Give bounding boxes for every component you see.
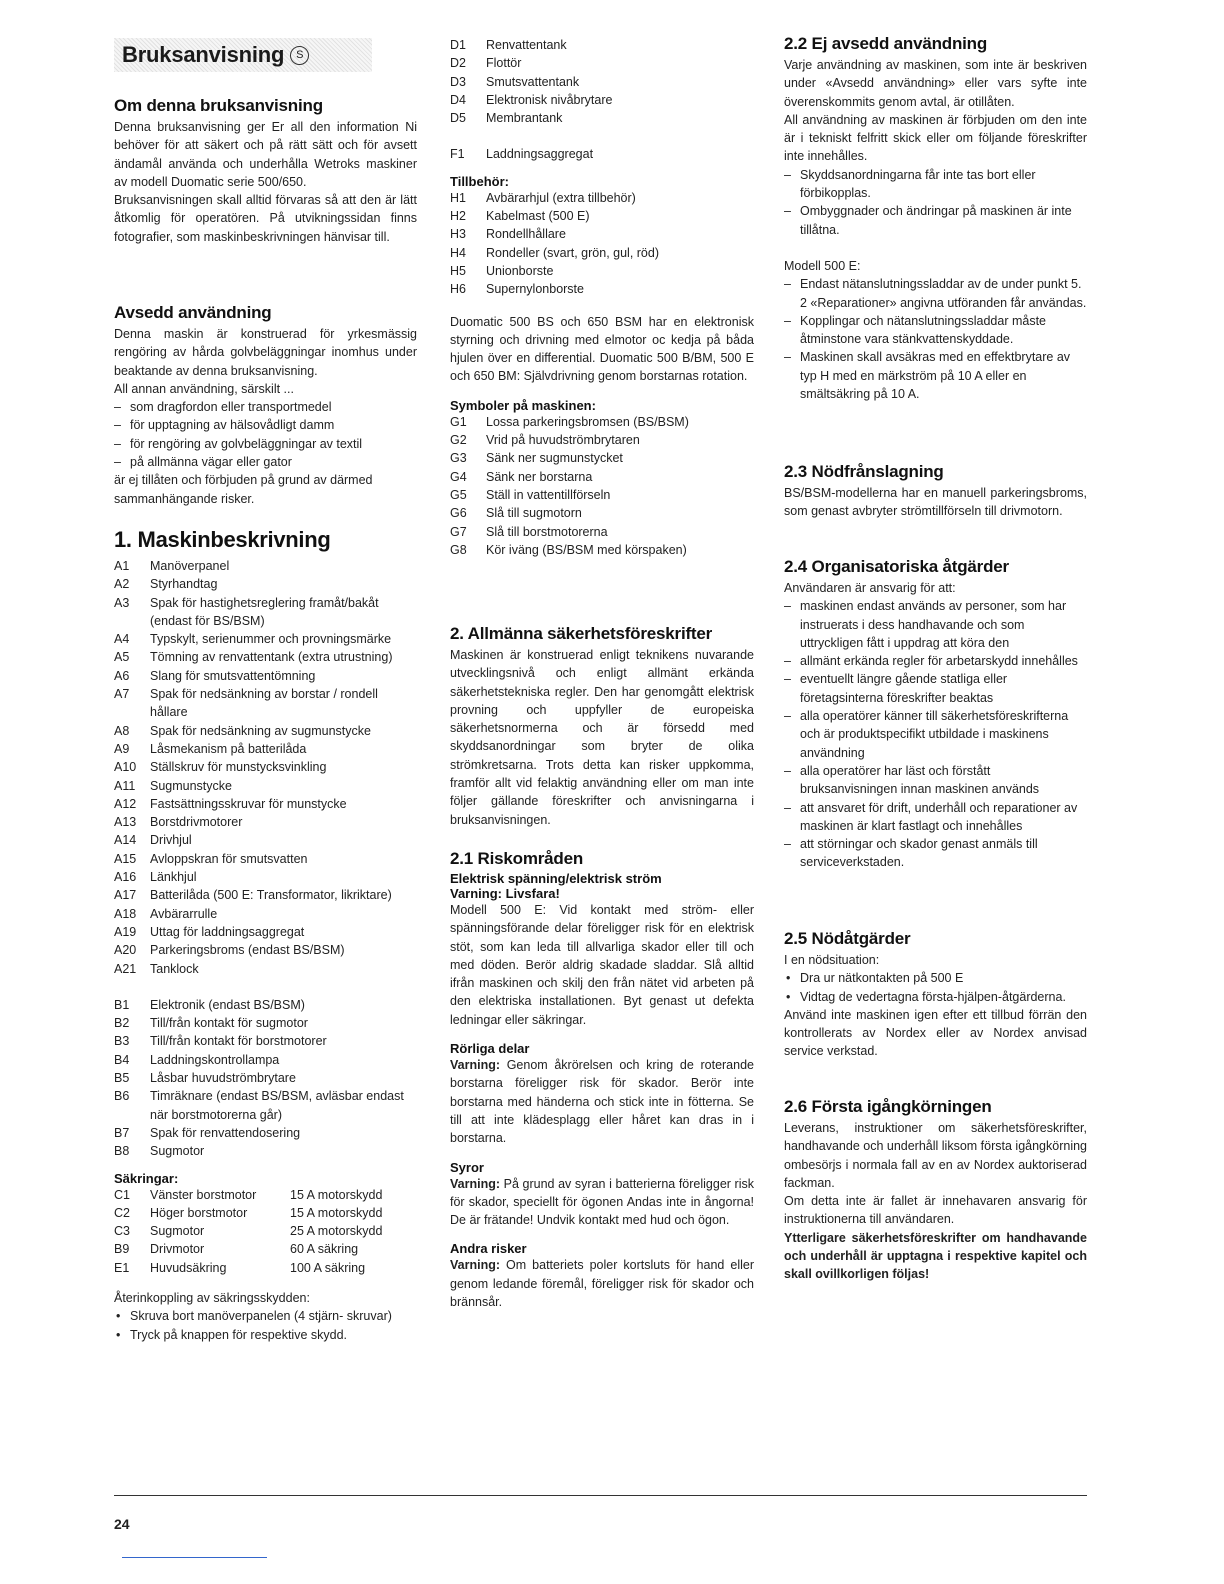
list-row <box>450 36 754 54</box>
parts-list-d <box>450 36 754 127</box>
item-code: A4 <box>114 632 130 647</box>
forsta-p1: Leverans, instruktioner om säkerhetsföreskrifter, handhavande och underhåll liksom första igångkörning ombesörjs i normala fall av en av Nordex auktoriserad fackman. <box>784 1121 1087 1190</box>
item-code: C2 <box>114 1205 130 1220</box>
item-code: E1 <box>114 1260 130 1275</box>
item-label: Spak för renvattendosering <box>150 1125 301 1140</box>
list-row <box>114 594 417 631</box>
item-label: Timräknare (endast BS/BSM, avläsbar endast när borstmotorerna går) <box>150 1089 404 1122</box>
list-row <box>114 1051 417 1069</box>
item-code: G6 <box>450 506 467 521</box>
item-code: B9 <box>114 1242 130 1257</box>
item-code: F1 <box>450 147 465 162</box>
list-item: – för rengöring av golvbeläggningar av textil <box>114 435 417 453</box>
item-label: Sänk ner sugmunstycket <box>486 451 623 466</box>
list-item: • Skruva bort manöverpanelen (4 stjärn- skruvar) <box>114 1307 417 1325</box>
item-code: D3 <box>450 74 466 89</box>
item-label: Kabelmast (500 E) <box>486 209 590 224</box>
forsta-heading: 2.6 Första igångkörningen <box>784 1097 992 1116</box>
item-label: Till/från kontakt för borstmotorer <box>150 1034 327 1049</box>
varning-label: Varning: <box>450 1258 501 1273</box>
item-label: Supernylonborste <box>486 282 584 297</box>
item-label: Tanklock <box>150 961 199 976</box>
list-row <box>114 831 417 849</box>
item-code: B1 <box>114 997 130 1012</box>
syror-body: På grund av syran i batterierna föreligger risk för skador, speciellt för ögonen Andas inte in ångorna! De är frätande! Undvik kontakt med hud och ögon. <box>450 1176 754 1228</box>
duomatic-text: Duomatic 500 BS och 650 BSM har en elektronisk styrning och drivning med elmotor oc kedja på båda hjulen över en differential. Duomatic 500 B/BM, 500 E och 650 BM: Självdrivning genom borstarnas rotation. <box>450 314 754 384</box>
item-label: Vänster borstmotor <box>150 1187 257 1202</box>
syror-heading: Syror <box>450 1159 484 1175</box>
risk-heading: 2.1 Riskområden <box>450 849 584 868</box>
item-label: Låsmekanism på batterilåda <box>150 741 307 756</box>
item-code: B7 <box>114 1125 130 1140</box>
item-code: H4 <box>450 245 466 260</box>
modell-list <box>784 275 1087 403</box>
item-label: Länkhjul <box>150 870 197 885</box>
section-om <box>114 96 417 246</box>
item-label: Parkeringsbroms (endast BS/BSM) <box>150 943 345 958</box>
item-code: G7 <box>450 524 467 539</box>
item-code: A16 <box>114 870 137 885</box>
list-row <box>450 413 754 431</box>
item-label: Låsbar huvudströmbrytare <box>150 1071 296 1086</box>
list-row <box>114 722 417 740</box>
page-title: Bruksanvisning <box>122 42 285 67</box>
aterkoppling-text: Återinkoppling av säkringsskydden: <box>114 1290 310 1305</box>
item-code: A19 <box>114 924 137 939</box>
list-row <box>114 1124 417 1142</box>
syror-text <box>450 1175 754 1230</box>
item-code: B4 <box>114 1052 130 1067</box>
item-code: A7 <box>114 687 130 702</box>
item-label: Spak för nedsänkning av sugmunstycke <box>150 723 371 738</box>
list-row <box>450 468 754 486</box>
rorliga-body: Genom åkrörelsen och kring de roterande borstarna föreligger risk för skador. Berör inte borstarna med händerna och stick inte in fötterna. Se till att inte klädesplagg eller håret kan dras in i borstarna. <box>450 1058 754 1146</box>
list-row <box>114 1142 417 1160</box>
avsedd-list <box>114 398 417 471</box>
varning-label: Varning: <box>450 1176 501 1191</box>
item-label: Typskylt, serienummer och provningsmärke <box>150 632 392 647</box>
list-item: – att störningar och skador genast anmäls till serviceverkstaden. <box>784 835 1087 872</box>
item-code: A2 <box>114 577 130 592</box>
om-heading: Om denna bruksanvisning <box>114 96 323 115</box>
list-row <box>114 813 417 831</box>
item-code: H6 <box>450 282 466 297</box>
accessory-list <box>450 189 754 299</box>
nodat-text: I en nödsituation: <box>784 953 880 967</box>
item-label: Ställ in vattentillförseln <box>486 487 611 502</box>
item-label: Slå till sugmotorn <box>486 506 582 521</box>
list-item: – Endast nätanslutningssladdar av de under punkt 5. 2 «Reparationer» angivna utföranden får användas. <box>784 275 1087 312</box>
item-label: Elektronik (endast BS/BSM) <box>150 997 305 1012</box>
item-code: A13 <box>114 815 137 830</box>
tillbehor-heading: Tillbehör: <box>450 173 509 189</box>
item-code: A11 <box>114 778 136 793</box>
item-label: Sugmunstycke <box>150 778 232 793</box>
list-row <box>114 1032 417 1050</box>
item-label: Styrhandtag <box>150 577 218 592</box>
nodat-p2: Använd inte maskinen igen efter ett tillbud förrän den kontrollerats av Nordex eller av Nordex anvisad service verkstad. <box>784 1007 1087 1059</box>
item-code: C1 <box>114 1187 130 1202</box>
item-code: D5 <box>450 111 466 126</box>
list-row <box>114 923 417 941</box>
item-label: Avbärarhjul (extra tillbehör) <box>486 190 636 205</box>
item-label: Avbärarrulle <box>150 906 218 921</box>
item-rating: 25 A motorskydd <box>290 1224 383 1239</box>
list-row <box>114 850 417 868</box>
list-row <box>114 960 417 978</box>
list-row <box>114 868 417 886</box>
item-label: Avloppskran för smutsvatten <box>150 851 308 866</box>
list-item: – Kopplingar och nätanslutningssladdar måste åtminstone vara stänkvattenskyddade. <box>784 312 1087 349</box>
org-list <box>784 597 1087 871</box>
allmanna-heading: 2. Allmänna säkerhetsföreskrifter <box>450 624 713 643</box>
section-d-parts <box>450 36 754 559</box>
list-item: • Dra ur nätkontakten på 500 E <box>784 969 1087 987</box>
footer-link-underline <box>122 1557 267 1558</box>
item-label: Spak för nedsänkning av borstar / rondell hållare <box>150 687 378 720</box>
item-code: D1 <box>450 38 466 52</box>
list-row <box>114 1259 417 1277</box>
list-row <box>114 886 417 904</box>
item-label: Laddningskontrollampa <box>150 1052 280 1067</box>
list-row <box>114 1204 417 1222</box>
page-number: 24 <box>114 1516 130 1532</box>
section-organisatoriska <box>784 557 1087 872</box>
list-row <box>450 189 754 207</box>
list-item: – Skyddsanordningarna får inte tas bort eller förbikopplas. <box>784 166 1087 203</box>
section-maskinbeskrivning <box>114 527 417 1344</box>
footer-divider <box>114 1495 1087 1496</box>
list-row <box>450 54 754 72</box>
list-row <box>450 244 754 262</box>
list-item: – maskinen endast används av personer, som har instruerats i dess handhavande och som uttryckligen fått i uppdrag att köra den <box>784 597 1087 652</box>
item-label: Renvattentank <box>486 38 567 52</box>
item-label: Vrid på huvudströmbrytaren <box>486 433 640 448</box>
list-item: • Tryck på knappen för respektive skydd. <box>114 1326 417 1344</box>
item-code: A10 <box>114 760 137 775</box>
list-row <box>114 1186 417 1204</box>
list-row <box>114 557 417 575</box>
parts-list-b <box>114 996 417 1161</box>
item-label: Sänk ner borstarna <box>486 469 593 484</box>
ej-p2: All användning av maskinen är förbjuden om den inte är i tekniskt felfritt skick eller om följande föreskrifter inte innehålles. <box>784 112 1087 164</box>
item-code: C3 <box>114 1224 130 1239</box>
list-row <box>114 1069 417 1087</box>
avsedd-heading: Avsedd användning <box>114 303 272 322</box>
maskin-heading: 1. Maskinbeskrivning <box>114 527 331 552</box>
symboler-heading: Symboler på maskinen: <box>450 397 596 413</box>
andra-text <box>450 1256 754 1311</box>
item-code: H2 <box>450 209 466 224</box>
item-label: Kör iväng (BS/BSM med körspaken) <box>486 542 687 557</box>
list-row <box>450 449 754 467</box>
list-item: – allmänt erkända regler för arbetarskydd innehålles <box>784 652 1087 670</box>
ej-p1: Varje användning av maskinen, som inte är beskriven under «Avsedd användning» eller vars syfte inte överenskommits genom avtal, är otillåten. <box>784 58 1087 109</box>
language-badge: S <box>290 46 309 65</box>
list-item: – som dragfordon eller transportmedel <box>114 398 417 416</box>
section-forsta <box>784 1097 1087 1284</box>
list-item: – Maskinen skall avsäkras med en effektbrytare av typ H med en märkström på 10 A eller en smältsäkring på 10 A. <box>784 348 1087 403</box>
item-label: Flottör <box>486 56 522 71</box>
item-code: B5 <box>114 1071 130 1086</box>
section-avsedd <box>114 303 417 508</box>
list-item: – att ansvaret för drift, underhåll och reparationer av maskinen är klart fastlagt och innehålles <box>784 799 1087 836</box>
parts-list-a <box>114 557 417 978</box>
item-rating: 100 A säkring <box>290 1260 366 1275</box>
item-label: Sugmotor <box>150 1224 205 1239</box>
item-code: B6 <box>114 1089 130 1104</box>
item-label: Manöverpanel <box>150 559 230 573</box>
item-rating: 15 A motorskydd <box>290 1187 383 1202</box>
list-row <box>450 262 754 280</box>
item-label: Lossa parkeringsbromsen (BS/BSM) <box>486 414 689 429</box>
item-label: Batterilåda (500 E: Transformator, likriktare) <box>150 888 392 903</box>
symbol-list <box>450 413 754 559</box>
nodat-list <box>784 969 1087 1006</box>
section-ej-avsedd <box>784 34 1087 403</box>
list-item: – alla operatörer känner till säkerhetsföreskrifterna och är produktspecifikt utbildade i maskinens användning <box>784 707 1087 762</box>
item-code: G3 <box>450 451 467 466</box>
item-code: B8 <box>114 1144 130 1159</box>
list-row <box>450 504 754 522</box>
section-allmanna <box>450 624 754 829</box>
item-label: Slå till borstmotorerna <box>486 524 608 539</box>
item-label: Till/från kontakt för sugmotor <box>150 1016 308 1031</box>
item-code: B3 <box>114 1034 130 1049</box>
parts-list-f <box>450 145 754 163</box>
ej-list <box>784 166 1087 239</box>
section-riskomraden <box>450 849 754 1311</box>
item-code: G1 <box>450 414 467 429</box>
list-item: – eventuellt längre gående statliga eller företagsinterna föreskrifter beaktas <box>784 670 1087 707</box>
item-code: H3 <box>450 227 466 242</box>
item-code: G5 <box>450 487 467 502</box>
item-label: Spak för hastighetsreglering framåt/bakåt (endast för BS/BSM) <box>150 595 379 628</box>
org-text: Användaren är ansvarig för att: <box>784 581 956 595</box>
list-row <box>114 996 417 1014</box>
item-label: Uttag för laddningsaggregat <box>150 924 305 939</box>
item-label: Tömning av renvattentank (extra utrustning) <box>150 650 393 665</box>
item-label: Rondeller (svart, grön, gul, röd) <box>486 245 659 260</box>
item-code: A20 <box>114 943 137 958</box>
item-label: Elektronisk nivåbrytare <box>486 92 613 107</box>
item-label: Drivmotor <box>150 1242 205 1257</box>
item-code: A6 <box>114 668 130 683</box>
item-label: Borstdrivmotorer <box>150 815 243 830</box>
item-code: H5 <box>450 263 466 278</box>
rorliga-heading: Rörliga delar <box>450 1041 530 1057</box>
item-code: A21 <box>114 961 137 976</box>
org-heading: 2.4 Organisatoriska åtgärder <box>784 557 1009 576</box>
list-item: – för upptagning av hälsovådligt damm <box>114 416 417 434</box>
item-label: Fastsättningsskruvar för munstycke <box>150 796 347 811</box>
list-row <box>450 73 754 91</box>
item-code: A1 <box>114 559 130 573</box>
item-label: Unionborste <box>486 263 554 278</box>
nod-text: BS/BSM-modellerna har en manuell parkeringsbroms, som genast avbryter strömtillförseln till drivmotorn. <box>784 486 1087 519</box>
item-label: Höger borstmotor <box>150 1205 248 1220</box>
list-row <box>450 225 754 243</box>
avsedd-p3: är ej tillåten och förbjuden på grund av därmed sammanhängande risker. <box>114 473 373 506</box>
avsedd-p2: All annan användning, särskilt ... <box>114 381 294 396</box>
list-row <box>114 795 417 813</box>
item-code: H1 <box>450 190 466 205</box>
section-nodatgarder <box>784 929 1087 1061</box>
list-row <box>114 667 417 685</box>
om-p2: Bruksanvisningen skall alltid förvaras så att den är lätt åtkomlig för operatören. På utvikningssidan finns fotografier, som maskinbeskrivningen hänvisar till. <box>114 193 417 244</box>
list-row <box>114 1014 417 1032</box>
item-code: G8 <box>450 542 467 557</box>
list-row <box>450 145 754 163</box>
item-code: A14 <box>114 833 137 848</box>
item-code: A5 <box>114 650 130 665</box>
item-code: A17 <box>114 888 137 903</box>
item-label: Rondellhållare <box>486 227 566 242</box>
list-row <box>114 1222 417 1240</box>
item-code: G4 <box>450 469 467 484</box>
item-code: A18 <box>114 906 137 921</box>
list-row <box>114 630 417 648</box>
item-code: G2 <box>450 433 467 448</box>
list-row <box>114 1087 417 1124</box>
list-row <box>114 758 417 776</box>
allmanna-text: Maskinen är konstruerad enligt teknikens nuvarande utvecklingsnivå och enligt allmänt erkända säkerhetstekniska regler. Den har genomgått elektrisk provning och uppfyller de europeiska säkerhetsnormerna och är försedd med skyddsanordningar som bryter de olika strömkretsarna. Trots detta kan risker uppkomma, framför allt vid felaktig användning eller om man inte följer gällande föreskrifter och anvisningarna i bruksanvisningen. <box>450 648 754 827</box>
list-row <box>114 905 417 923</box>
elektrisk-heading: Elektrisk spänning/elektrisk ström <box>450 871 662 886</box>
item-label: Drivhjul <box>150 833 192 848</box>
om-p1: Denna bruksanvisning ger Er all den information Ni behöver för att säkert och på rätt sätt och för avsett ändamål använda och underhålla Wetroks maskiner av modell Duomatic serie 500/650. <box>114 120 417 189</box>
fuse-list <box>114 1186 417 1277</box>
avsedd-p1: Denna maskin är konstruerad för yrkesmässig rengöring av hårda golvbeläggningar inomhus under beaktande av denna bruksanvisning. <box>114 327 417 378</box>
item-label: Membrantank <box>486 111 563 126</box>
item-label: Huvudsäkring <box>150 1260 227 1275</box>
varning-livsfara: Varning: Livsfara! <box>450 886 560 901</box>
list-row <box>114 648 417 666</box>
list-row <box>450 541 754 559</box>
list-row <box>114 575 417 593</box>
list-row <box>114 941 417 959</box>
nodat-heading: 2.5 Nödåtgärder <box>784 929 911 948</box>
item-code: D2 <box>450 56 466 71</box>
item-code: A9 <box>114 741 130 756</box>
list-item: • Vidtag de vedertagna första-hjälpen-åtgärderna. <box>784 988 1087 1006</box>
andra-heading: Andra risker <box>450 1241 527 1257</box>
item-code: A3 <box>114 595 130 610</box>
list-row <box>114 777 417 795</box>
item-code: B2 <box>114 1016 130 1031</box>
list-row <box>450 91 754 109</box>
forsta-bold: Ytterligare säkerhetsföreskrifter om handhavande och underhåll är upptagna i respektive kapitel och skall ovillkorligen följas! <box>784 1230 1087 1282</box>
sakringar-heading: Säkringar: <box>114 1170 179 1186</box>
rorliga-text <box>450 1056 754 1147</box>
list-row <box>450 523 754 541</box>
nod-heading: 2.3 Nödfrånslagning <box>784 462 944 481</box>
ej-heading: 2.2 Ej avsedd användning <box>784 34 988 53</box>
list-item: – Ombyggnader och ändringar på maskinen är inte tillåtna. <box>784 202 1087 239</box>
page-title-block <box>114 38 372 72</box>
andra-body: Om batteriets poler kortsluts för hand eller genom ledande föremål, föreligger risk för skador och brännsår. <box>450 1258 754 1310</box>
item-label: Sugmotor <box>150 1144 205 1159</box>
item-rating: 60 A säkring <box>290 1242 359 1257</box>
list-row <box>450 207 754 225</box>
varning-label: Varning: <box>450 1058 501 1073</box>
list-row <box>450 109 754 127</box>
list-row <box>114 685 417 722</box>
item-code: A15 <box>114 851 137 866</box>
aterkoppling-list <box>114 1307 417 1344</box>
list-item: – alla operatörer har läst och förstått bruksanvisningen innan maskinen används <box>784 762 1087 799</box>
list-row <box>114 740 417 758</box>
item-label: Laddningsaggregat <box>486 147 594 162</box>
elektrisk-text: Modell 500 E: Vid kontakt med ström- eller spänningsförande delar föreligger risk för en elektrisk stöt, som kan leda till allvarliga skador eller till och med döden. Berör aldrig skadade sladdar. Slå alltid ifrån maskinen och skilj den från nätet vid arbeten på den elektriska installationen. Byt genast ut defekta ledningar eller säkringar. <box>450 903 754 1027</box>
forsta-p2: Om detta inte är fallet är innehavaren ansvarig för instruktionerna till användaren. <box>784 1194 1087 1227</box>
list-row <box>114 1240 417 1258</box>
section-nodfranslagning <box>784 462 1087 521</box>
list-item: – på allmänna vägar eller gator <box>114 453 417 471</box>
item-label: Ställskruv för munstycksvinkling <box>150 760 327 775</box>
item-rating: 15 A motorskydd <box>290 1205 383 1220</box>
item-code: D4 <box>450 92 466 107</box>
item-label: Slang för smutsvattentömning <box>150 668 316 683</box>
item-label: Smutsvattentank <box>486 74 580 89</box>
modell-label: Modell 500 E: <box>784 258 861 273</box>
list-row <box>450 486 754 504</box>
item-code: A12 <box>114 796 137 811</box>
list-row <box>450 280 754 298</box>
item-code: A8 <box>114 723 130 738</box>
list-row <box>450 431 754 449</box>
